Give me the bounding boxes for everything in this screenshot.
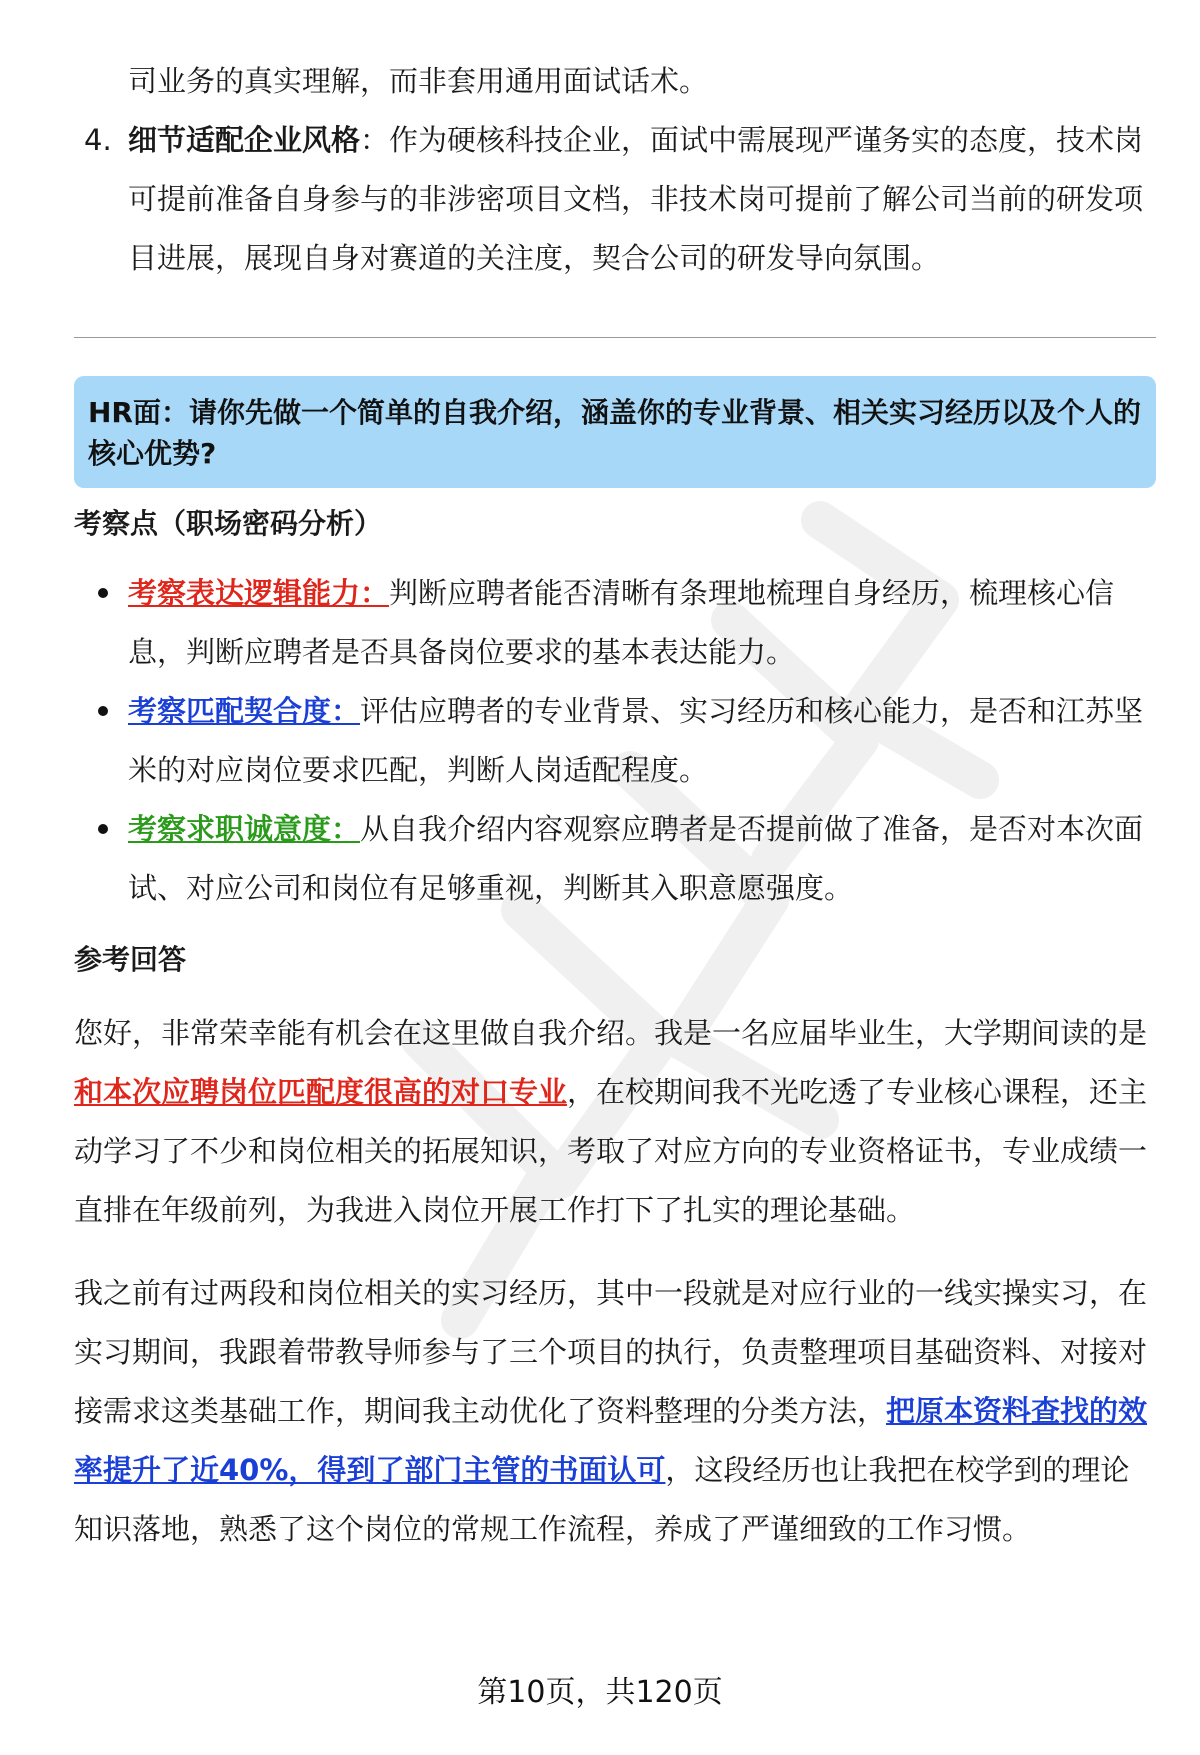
- point-label: 考察匹配契合度：: [128, 694, 361, 728]
- answer-heading: 参考回答: [74, 943, 187, 976]
- document-page: [74, 52, 1156, 1559]
- answer-paragraph-1: [74, 1004, 1156, 1240]
- point-label: 考察求职诚意度：: [128, 812, 361, 846]
- list-item-4: [74, 111, 1156, 288]
- point-item: [74, 564, 1156, 682]
- bullet-icon: [98, 824, 108, 834]
- divider: [74, 337, 1156, 338]
- point-item: [74, 682, 1156, 800]
- highlight-text: 和本次应聘岗位匹配度很高的对口专业: [74, 1075, 568, 1109]
- page-number: 第10页，共120页: [477, 1675, 723, 1710]
- list-item-3-tail: 司业务的真实理解，而非套用通用面试话术。: [128, 64, 709, 98]
- bullet-icon: [98, 706, 108, 716]
- list-item-title: 细节适配企业风格: [128, 123, 361, 157]
- paragraph-text: 我之前有过两段和岗位相关的实习经历，其中一段就是对应行业的一线实操实习，在实习期间，我跟着带教导师参与了三个项目的执行，负责整理项目基础资料、对接对接需求这类基础工作，期间我主动优化了资料整理的分类方法，: [74, 1276, 1148, 1428]
- answer-paragraph-2: [74, 1264, 1156, 1559]
- list-number: 4.: [84, 123, 112, 157]
- paragraph-text: 您好，非常荣幸能有机会在这里做自我介绍。我是一名应届毕业生，大学期间读的是: [74, 1016, 1148, 1050]
- question-box: HR面：请你先做一个简单的自我介绍，涵盖你的专业背景、相关实习经历以及个人的核心优势?: [74, 376, 1156, 488]
- point-text: 判断应聘者能否清晰有条理地梳理自身经历，梳理核心信息，判断应聘者是否具备岗位要求的基本表达能力。: [128, 576, 1115, 669]
- points-heading: 考察点（职场密码分析）: [74, 507, 383, 540]
- point-text: 从自我介绍内容观察应聘者是否提前做了准备，是否对本次面试、对应公司和岗位有足够重视，判断其入职意愿强度。: [128, 812, 1144, 905]
- paragraph-text: ，在校期间我不光吃透了专业核心课程，还主动学习了不少和岗位相关的拓展知识，考取了对应方向的专业资格证书，专业成绩一直排在年级前列，为我进入岗位开展工作打下了扎实的理论基础。: [74, 1075, 1148, 1227]
- highlight-text: 把原本资料查找的效率提升了近40%，得到了部门主管的书面认可: [74, 1394, 1148, 1487]
- point-label: 考察表达逻辑能力：: [128, 576, 390, 610]
- list-item-text: ：作为硬核科技企业，面试中需展现严谨务实的态度，技术岗可提前准备自身参与的非涉密项目文档，非技术岗可提前了解公司当前的研发项目进展，展现自身对赛道的关注度，契合公司的研发导向氛围。: [128, 123, 1144, 275]
- point-text: 评估应聘者的专业背景、实习经历和核心能力，是否和江苏坚米的对应岗位要求匹配，判断人岗适配程度。: [128, 694, 1144, 787]
- paragraph-text: ，这段经历也让我把在校学到的理论知识落地，熟悉了这个岗位的常规工作流程，养成了严谨细致的工作习惯。: [74, 1453, 1130, 1546]
- bullet-icon: [98, 588, 108, 598]
- point-item: [74, 800, 1156, 918]
